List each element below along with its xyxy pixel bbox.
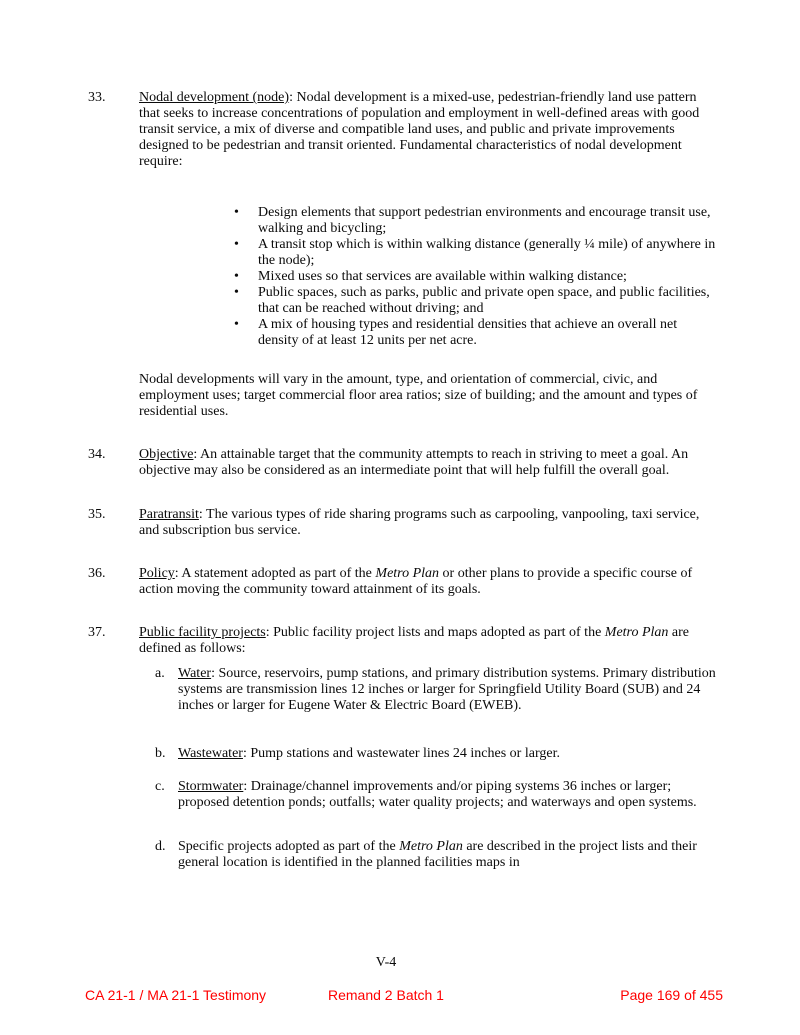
definition-item-33 bbox=[88, 90, 718, 420]
bullet-marker: • bbox=[234, 205, 239, 220]
definition-text: Paratransit: The various types of ride sharing programs such as carpooling, vanpooling, taxi service, and subscription bus service. bbox=[139, 507, 700, 538]
bullet-text: A mix of housing types and residential densities that achieve an overall net density of at least 12 units per net acre. bbox=[258, 317, 678, 348]
document-content bbox=[88, 90, 718, 871]
sub-item-water bbox=[155, 666, 718, 714]
sub-item-list bbox=[139, 666, 718, 871]
item-number: 35. bbox=[88, 507, 106, 522]
bullet-text: Design elements that support pedestrian environments and encourage transit use, walking and bicycling; bbox=[258, 205, 711, 236]
page-number: V-4 bbox=[375, 955, 397, 970]
bullet-item bbox=[234, 317, 718, 349]
definition-body bbox=[139, 447, 718, 479]
definition-text: Policy: A statement adopted as part of the Metro Plan or other plans to provide a specific course of action moving the community toward attainment of its goals. bbox=[139, 566, 693, 597]
definition-item-36 bbox=[88, 566, 718, 598]
definition-body bbox=[139, 90, 718, 420]
sub-item-text: Specific projects adopted as part of the Metro Plan are described in the project lists and their general location is identified in the planned facilities maps in bbox=[178, 839, 697, 870]
definition-text: Nodal development (node): Nodal development is a mixed-use, pedestrian-friendly land use pattern that seeks to increase concentrations of population and employment in well-defined areas with good transit service, a mix of diverse and compatible land uses, and public and private improvements designed to be pedestrian and transit oriented. Fundamental characteristics of nodal development require: bbox=[139, 90, 700, 169]
sub-item-specific-projects bbox=[155, 839, 718, 871]
footer bbox=[0, 987, 800, 1005]
sub-item-text: Stormwater: Drainage/channel improvements and/or piping systems 36 inches or larger; proposed detention ponds; outfalls; water quality projects; and waterways and open systems. bbox=[178, 779, 697, 810]
item-number: 33. bbox=[88, 90, 106, 105]
bullet-marker: • bbox=[234, 237, 239, 252]
bullet-text: Public spaces, such as parks, public and private open space, and public facilities, that can be reached without driving; and bbox=[258, 285, 710, 316]
definition-continuation: Nodal developments will vary in the amount, type, and orientation of commercial, civic, and employment uses; target commercial floor area ratios; size of building; and the amount and types of residential uses. bbox=[139, 372, 698, 419]
item-number: 34. bbox=[88, 447, 106, 462]
definition-text: Objective: An attainable target that the community attempts to reach in striving to meet a goal. An objective may also be considered as an intermediate point that will help fulfill the overall goal. bbox=[139, 447, 689, 478]
bullet-text: A transit stop which is within walking distance (generally ¼ mile) of anywhere in the node); bbox=[258, 237, 716, 268]
bullet-item bbox=[234, 269, 718, 285]
sub-item-text: Wastewater: Pump stations and wastewater lines 24 inches or larger. bbox=[178, 746, 560, 761]
bullet-marker: • bbox=[234, 285, 239, 300]
item-number: 37. bbox=[88, 625, 106, 640]
definition-text: Public facility projects: Public facility project lists and maps adopted as part of the Metro Plan are defined as follows: bbox=[139, 625, 690, 656]
sub-item-text: Water: Source, reservoirs, pump stations, and primary distribution systems. Primary distribution systems are transmission lines 12 inches or larger for Springfield Utility Board (SUB) and 24 inches or larger for Eugene Water & Electric Board (EWEB). bbox=[178, 666, 716, 713]
sub-item-wastewater bbox=[155, 746, 718, 762]
sub-item-letter: a. bbox=[155, 666, 165, 681]
sub-item-letter: d. bbox=[155, 839, 166, 854]
bullet-marker: • bbox=[234, 269, 239, 284]
bullet-text: Mixed uses so that services are available within walking distance; bbox=[258, 269, 627, 284]
definition-item-34 bbox=[88, 447, 718, 479]
definition-body bbox=[139, 507, 718, 539]
definition-body bbox=[139, 625, 718, 871]
sub-item-stormwater bbox=[155, 779, 718, 811]
bullet-item bbox=[234, 285, 718, 317]
definition-item-35 bbox=[88, 507, 718, 539]
sub-item-letter: b. bbox=[155, 746, 166, 761]
definition-item-37 bbox=[88, 625, 718, 871]
bullet-item bbox=[234, 205, 718, 237]
bullet-list bbox=[234, 205, 718, 349]
footer-batch-label: Remand 2 Batch 1 bbox=[328, 987, 444, 1003]
sub-item-letter: c. bbox=[155, 779, 165, 794]
bullet-item bbox=[234, 237, 718, 269]
footer-case-label: CA 21-1 / MA 21-1 Testimony bbox=[85, 987, 267, 1003]
definition-body bbox=[139, 566, 718, 598]
footer-page-indicator: Page 169 of 455 bbox=[620, 987, 723, 1003]
bullet-marker: • bbox=[234, 317, 239, 332]
item-number: 36. bbox=[88, 566, 106, 581]
